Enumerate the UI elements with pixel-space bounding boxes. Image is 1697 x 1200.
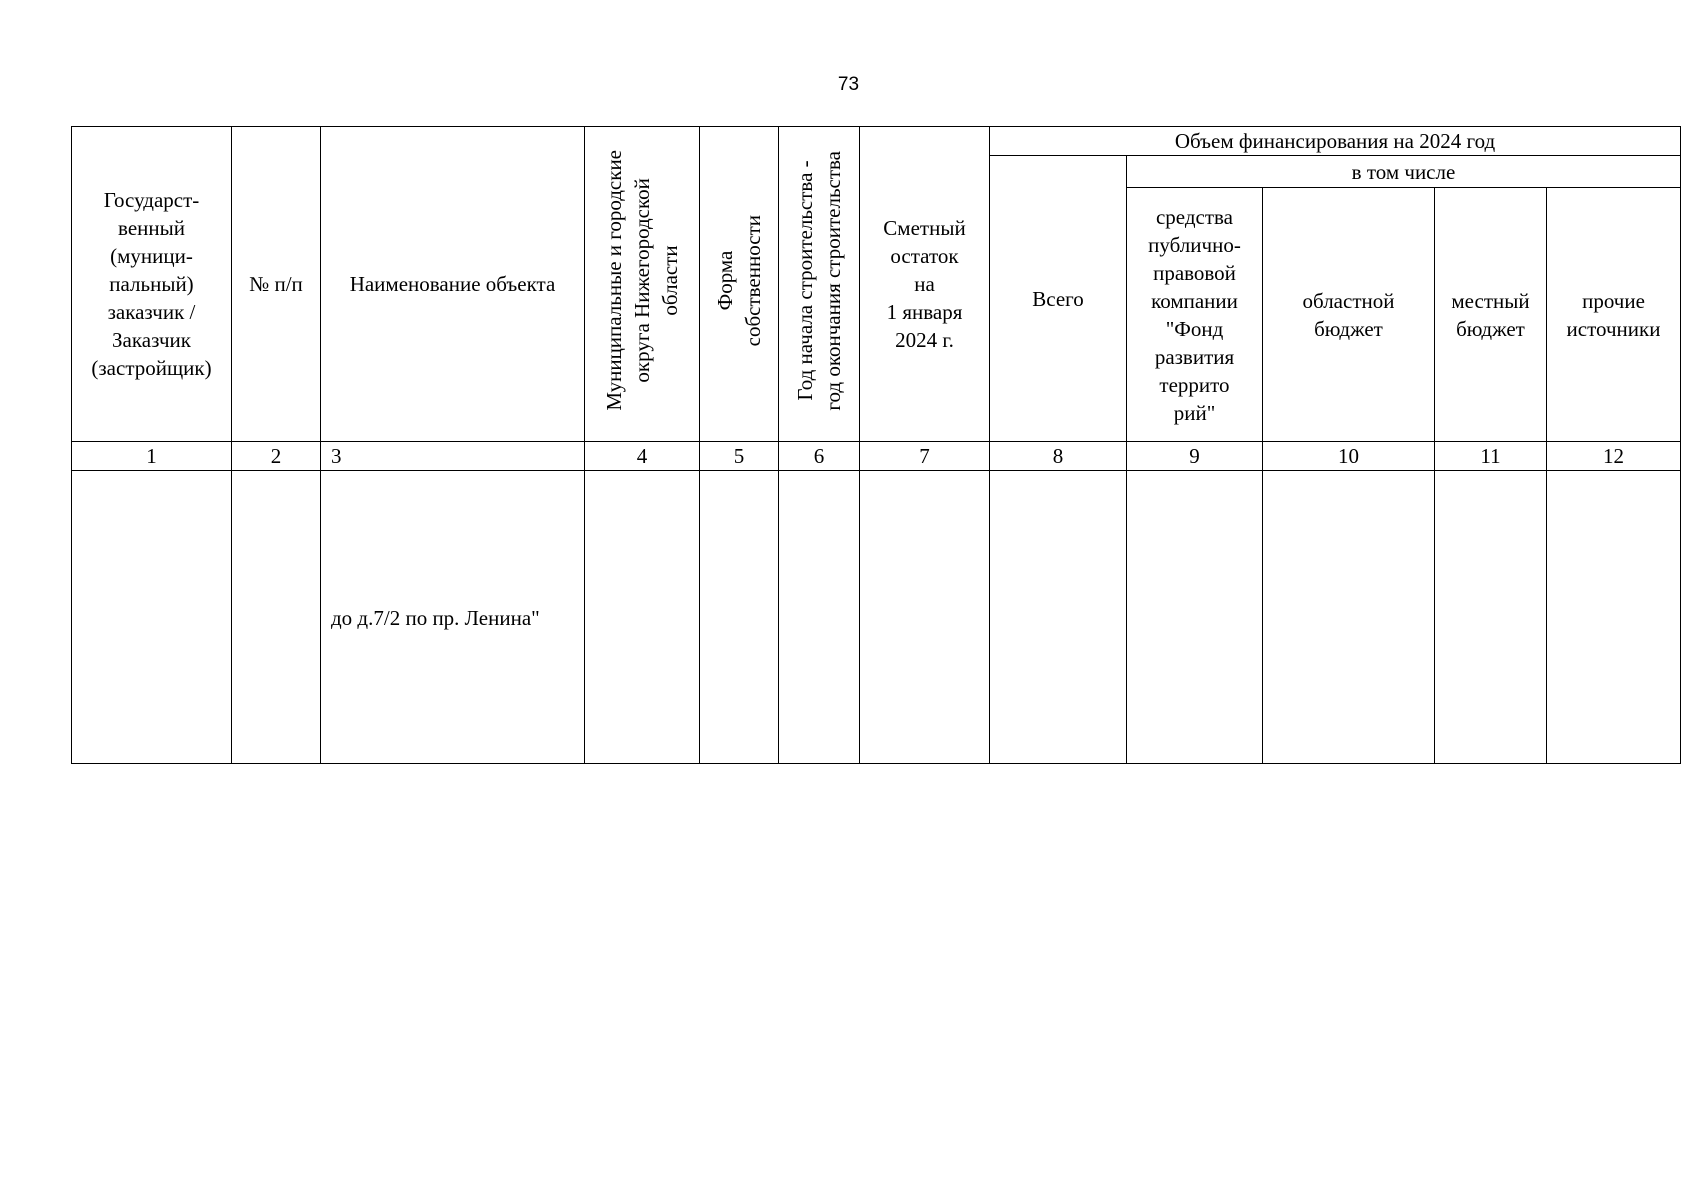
column-number: 6 [779,442,860,471]
header-estimate-remainder: Сметный остаток на 1 января 2024 г. [860,127,990,442]
column-number: 10 [1263,442,1435,471]
column-number: 9 [1127,442,1263,471]
column-number: 3 [321,442,585,471]
cell-construction-years [779,471,860,764]
header-funding-group: Объем финансирования на 2024 год [990,127,1681,156]
column-number: 8 [990,442,1127,471]
cell-estimate-remainder [860,471,990,764]
column-number-row [72,442,1681,471]
cell-ownership-form [700,471,779,764]
column-number: 1 [72,442,232,471]
header-ownership-form: Форма собственности [700,127,779,442]
header-regional-budget: областной бюджет [1263,188,1435,442]
table-row [72,471,1681,764]
page-number: 73 [837,74,860,95]
column-number: 4 [585,442,700,471]
column-number: 11 [1435,442,1547,471]
column-number: 12 [1547,442,1681,471]
column-number: 7 [860,442,990,471]
cell-regional-budget [1263,471,1435,764]
header-other-sources: прочие источники [1547,188,1681,442]
header-total: Всего [990,156,1127,442]
header-object-name: Наименование объекта [321,127,585,442]
header-including: в том числе [1127,156,1681,188]
header-municipal-district: Муниципальные и городские округа Нижегородской области [585,127,700,442]
cell-fund-means [1127,471,1263,764]
header-fund-means: средства публично- правовой компании "Фонд развития террито рий" [1127,188,1263,442]
header-customer: Государст- венный (муници- пальный) заказчик / Заказчик (застройщик) [72,127,232,442]
financing-table [71,126,1681,764]
header-local-budget: местный бюджет [1435,188,1547,442]
cell-municipal-district [585,471,700,764]
header-construction-years: Год начала строительства - год окончания строительства [779,127,860,442]
cell-total [990,471,1127,764]
cell-row-number [232,471,321,764]
header-row-number: № п/п [232,127,321,442]
header-row-1 [72,127,1681,156]
column-number: 5 [700,442,779,471]
cell-object-name: до д.7/2 по пр. Ленина" [321,471,585,764]
cell-local-budget [1435,471,1547,764]
cell-customer [72,471,232,764]
column-number: 2 [232,442,321,471]
cell-other-sources [1547,471,1681,764]
